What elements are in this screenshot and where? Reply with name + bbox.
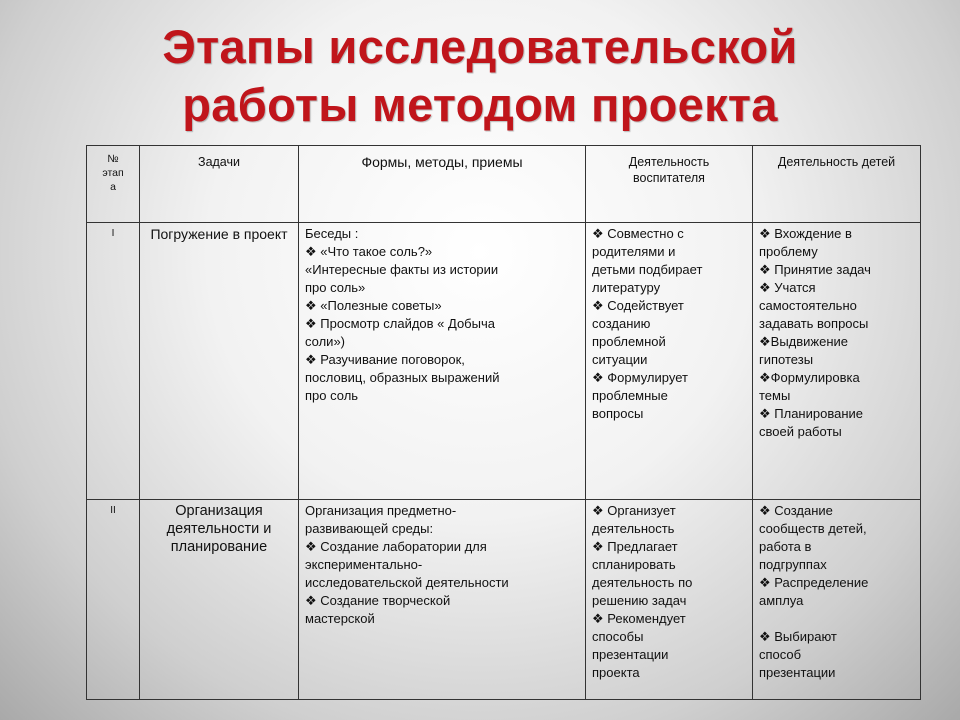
cell-line: способ: [759, 647, 802, 662]
cell-line: ❖ Создание творческой: [305, 593, 451, 608]
cell-line: ❖ Распределение: [759, 575, 869, 590]
cell-line: ❖ Содействует: [592, 298, 684, 313]
cell-line: ❖ «Что такое соль?»: [305, 244, 433, 259]
cell-line: ❖ Выбирают: [759, 629, 837, 644]
cell-line: ❖ Принятие задач: [759, 262, 871, 277]
cell-line: проблемные: [592, 388, 668, 403]
cell-line: ❖ Формулирует: [592, 370, 688, 385]
cell-line: «Интересные факты из истории: [305, 262, 499, 277]
teacher-activity-cell: [586, 223, 753, 500]
cell-line: ❖Выдвижение: [759, 334, 849, 349]
cell-line: решению задач: [592, 593, 687, 608]
table-row: [87, 223, 921, 500]
stage-number: II: [87, 500, 140, 700]
cell-line: пословиц, образных выражений: [305, 370, 500, 385]
cell-line: темы: [759, 388, 791, 403]
table-header-row: [87, 146, 921, 223]
children-activity-cell: [753, 500, 921, 700]
cell-line: про соль»: [305, 280, 366, 295]
cell-line: амплуа: [759, 593, 804, 608]
title-line-2: работы методом проекта: [182, 78, 778, 131]
title-line-1: Этапы исследовательской: [162, 20, 798, 73]
cell-line: родителями и: [592, 244, 676, 259]
cell-line: работа в: [759, 539, 812, 554]
cell-line: самостоятельно: [759, 298, 857, 313]
cell-line: проблемной: [592, 334, 666, 349]
cell-line: ❖ Вхождение в: [759, 226, 852, 241]
cell-line: проблему: [759, 244, 818, 259]
cell-line: детьми подбирает: [592, 262, 703, 277]
cell-line: ситуации: [592, 352, 648, 367]
cell-line: ❖ Предлагает: [592, 539, 678, 554]
cell-line: спланировать: [592, 557, 676, 572]
cell-line: исследовательской деятельности: [305, 575, 509, 590]
header-tasks: Задачи: [140, 146, 299, 223]
cell-line: мастерской: [305, 611, 375, 626]
cell-line: развивающей среды:: [305, 521, 434, 536]
cell-line: экспериментально-: [305, 557, 423, 572]
cell-line: созданию: [592, 316, 651, 331]
slide-title: [0, 18, 960, 134]
cell-line: ❖ Учатся: [759, 280, 816, 295]
cell-line: ❖ Организует: [592, 503, 676, 518]
cell-line: проекта: [592, 665, 640, 680]
cell-line: сообществ детей,: [759, 521, 867, 536]
cell-line: вопросы: [592, 406, 644, 421]
cell-line: ❖ Планирование: [759, 406, 863, 421]
cell-line: соли»): [305, 334, 345, 349]
children-activity-cell: [753, 223, 921, 500]
stage-number: I: [87, 223, 140, 500]
cell-line: ❖ Создание: [759, 503, 833, 518]
header-forms-methods: Формы, методы, приемы: [299, 146, 586, 223]
cell-line: подгруппах: [759, 557, 827, 572]
cell-line: ❖ Совместно с: [592, 226, 684, 241]
cell-line: литературу: [592, 280, 661, 295]
cell-line: деятельность по: [592, 575, 693, 590]
cell-line: гипотезы: [759, 352, 814, 367]
cell-line: Организация предметно-: [305, 503, 457, 518]
cell-line: [759, 610, 914, 628]
cell-line: способы: [592, 629, 644, 644]
cell-line: деятельность: [592, 521, 675, 536]
cell-line: ❖ Рекомендует: [592, 611, 686, 626]
cell-line: своей работы: [759, 424, 842, 439]
header-children-activity: Деятельность детей: [753, 146, 921, 223]
cell-line: ❖ «Полезные советы»: [305, 298, 442, 313]
cell-line: задавать вопросы: [759, 316, 869, 331]
stage-task: Организация деятельности и планирование: [140, 500, 299, 700]
teacher-activity-cell: [586, 500, 753, 700]
forms-cell: [299, 223, 586, 500]
header-stage-number: № этап а: [87, 146, 140, 223]
header-teacher-activity: Деятельность воспитателя: [586, 146, 753, 223]
table-row: [87, 500, 921, 700]
stage-task: Погружение в проект: [140, 223, 299, 500]
cell-line: ❖ Создание лаборатории для: [305, 539, 487, 554]
cell-line: Беседы :: [305, 226, 359, 241]
cell-line: презентации: [592, 647, 669, 662]
cell-line: ❖Формулировка: [759, 370, 860, 385]
cell-line: ❖ Разучивание поговорок,: [305, 352, 465, 367]
stages-table: [86, 145, 921, 700]
cell-line: про соль: [305, 388, 359, 403]
forms-cell: [299, 500, 586, 700]
cell-line: презентации: [759, 665, 836, 680]
cell-line: ❖ Просмотр слайдов « Добыча: [305, 316, 495, 331]
